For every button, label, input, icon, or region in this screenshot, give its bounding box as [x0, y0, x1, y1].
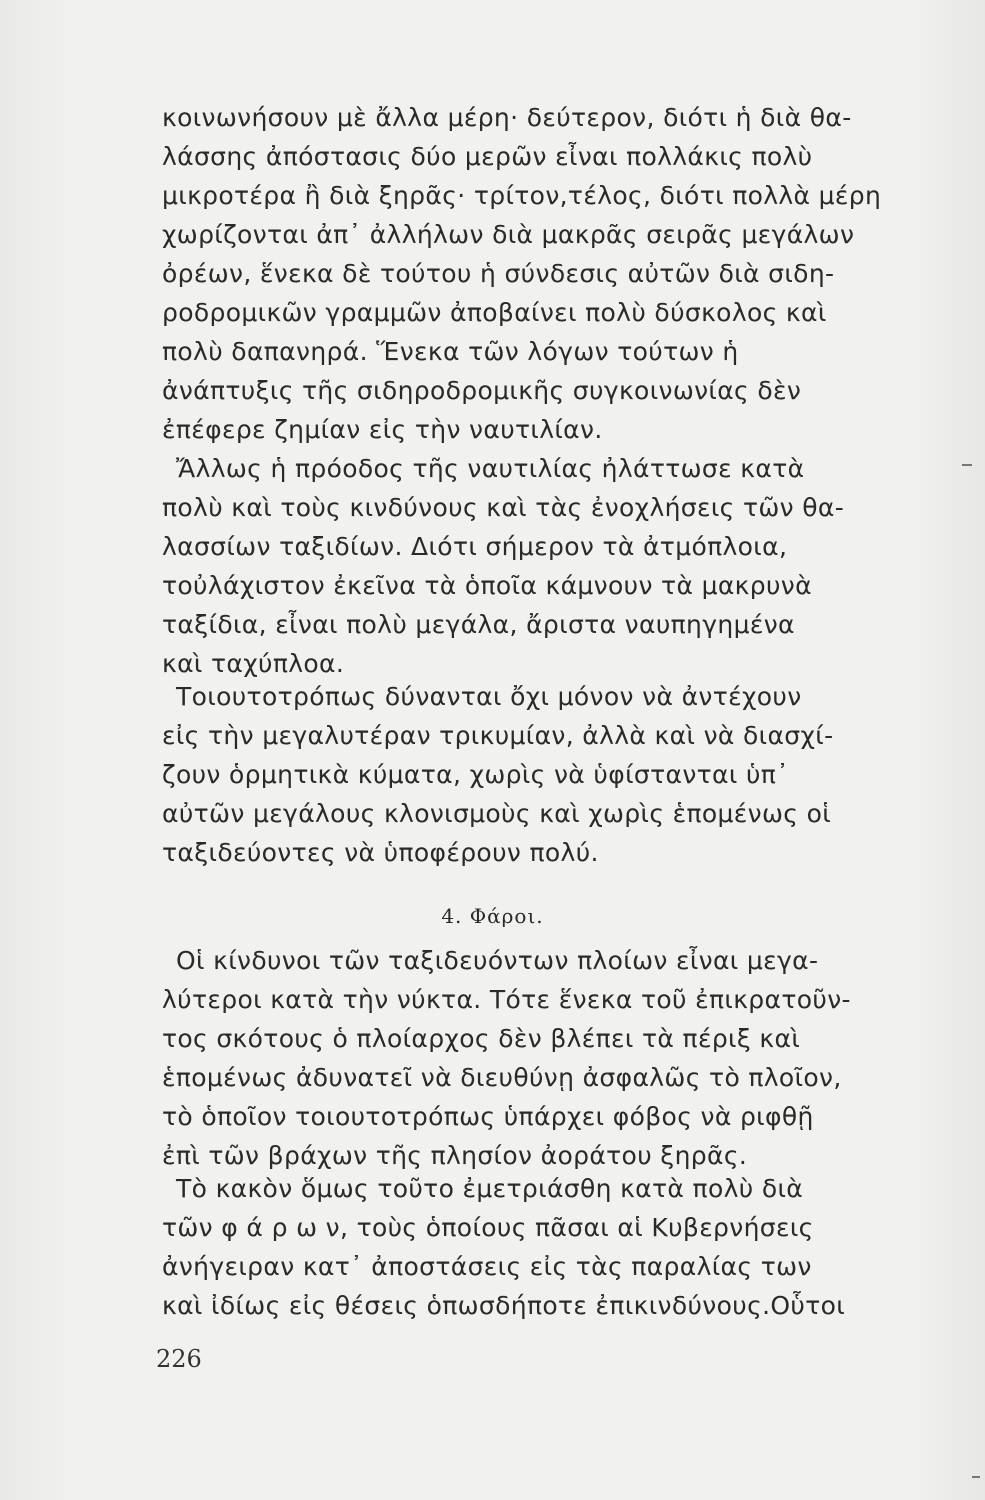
text-line: ροδρομικῶν γραμμῶν ἀποβαίνει πολὺ δύσκολος καὶ	[162, 298, 827, 327]
text-line: ἀνάπτυξις τῆς σιδηροδρομικῆς συγκοινωνίας δὲν	[162, 376, 802, 405]
text-line: ταξίδια, εἶναι πολὺ μεγάλα, ἄριστα ναυπηγημένα	[162, 610, 795, 639]
text-line: Τοιουτοτρόπως δύνανται ὄχι μόνον νὰ ἀντέχουν	[176, 682, 802, 711]
text-line: τοὐλάχιστον ἐκεῖνα τὰ ὁποῖα κάμνουν τὰ μακρυνὰ	[162, 571, 812, 600]
text-line: κοινωνήσουν μὲ ἄλλα μέρη· δεύτερον, διότι ἡ διὰ θα-	[162, 103, 852, 132]
text-line: μικροτέρα ἢ διὰ ξηρᾶς· τρίτον,τέλος, διότι πολλὰ μέρη	[162, 181, 882, 210]
text-line: αὐτῶν μεγάλους κλονισμοὺς καὶ χωρὶς ἑπομένως οἱ	[162, 799, 832, 828]
text-line: καὶ ἰδίως εἰς θέσεις ὁπωσδήποτε ἐπικινδύνους.Οὗτοι	[162, 1291, 846, 1320]
text-line: ἀνήγειραν κατ᾽ ἀποστάσεις εἰς τὰς παραλίας των	[162, 1252, 812, 1281]
text-line: λύτεροι κατὰ τὴν νύκτα. Τότε ἕνεκα τοῦ ἐπικρατοῦν-	[162, 985, 851, 1014]
text-line: πολὺ δαπανηρά. Ἕνεκα τῶν λόγων τούτων ἡ	[162, 337, 739, 366]
text-line: Οἱ κίνδυνοι τῶν ταξιδευόντων πλοίων εἶναι μεγα-	[176, 946, 819, 975]
text-line: τῶν φ ά ρ ω ν, τοὺς ὁποίους πᾶσαι αἱ Κυβερνήσεις	[162, 1213, 814, 1242]
text-line: καὶ ταχύπλοα.	[162, 649, 345, 678]
text-line: ζουν ὁρμητικὰ κύματα, χωρὶς νὰ ὑφίστανται ὑπ᾽	[162, 760, 790, 789]
text-line: χωρίζονται ἀπ᾽ ἀλλήλων διὰ μακρᾶς σειρᾶς μεγάλων	[162, 220, 855, 249]
scan-edge-mark	[972, 1476, 980, 1478]
section-heading: 4. Φάροι.	[441, 904, 544, 928]
text-line: Ἄλλως ἡ πρόοδος τῆς ναυτιλίας ἠλάττωσε κατὰ	[176, 454, 805, 483]
scan-edge-mark	[962, 464, 972, 466]
text-line: ἐπέφερε ζημίαν εἰς τὴν ναυτιλίαν.	[162, 415, 603, 444]
text-line: εἰς τὴν μεγαλυτέραν τρικυμίαν, ἀλλὰ καὶ νὰ διασχί-	[162, 721, 834, 750]
text-line: Τὸ κακὸν ὅμως τοῦτο ἐμετριάσθη κατὰ πολὺ διὰ	[176, 1174, 804, 1203]
text-line: ὀρέων, ἕνεκα δὲ τούτου ἡ σύνδεσις αὐτῶν διὰ σιδη-	[162, 259, 835, 288]
text-line: ἑπομένως ἀδυνατεῖ νὰ διευθύνῃ ἀσφαλῶς τὸ πλοῖον,	[162, 1063, 842, 1092]
text-line: ταξιδεύοντες νὰ ὑποφέρουν πολύ.	[162, 838, 599, 867]
text-line: λάσσης ἀπόστασις δύο μερῶν εἶναι πολλάκις πολὺ	[162, 142, 813, 171]
text-line: τος σκότους ὁ πλοίαρχος δὲν βλέπει τὰ πέριξ καὶ	[162, 1024, 801, 1053]
text-line: λασσίων ταξιδίων. Διότι σήμερον τὰ ἀτμόπλοια,	[162, 532, 788, 561]
page-number: 226	[156, 1345, 202, 1373]
text-line: τὸ ὁποῖον τοιουτοτρόπως ὑπάρχει φόβος νὰ ριφθῇ	[162, 1102, 814, 1131]
text-line: ἐπὶ τῶν βράχων τῆς πλησίον ἀοράτου ξηρᾶς.	[162, 1141, 748, 1170]
text-line: πολὺ καὶ τοὺς κινδύνους καὶ τὰς ἐνοχλήσεις τῶν θα-	[162, 493, 845, 522]
